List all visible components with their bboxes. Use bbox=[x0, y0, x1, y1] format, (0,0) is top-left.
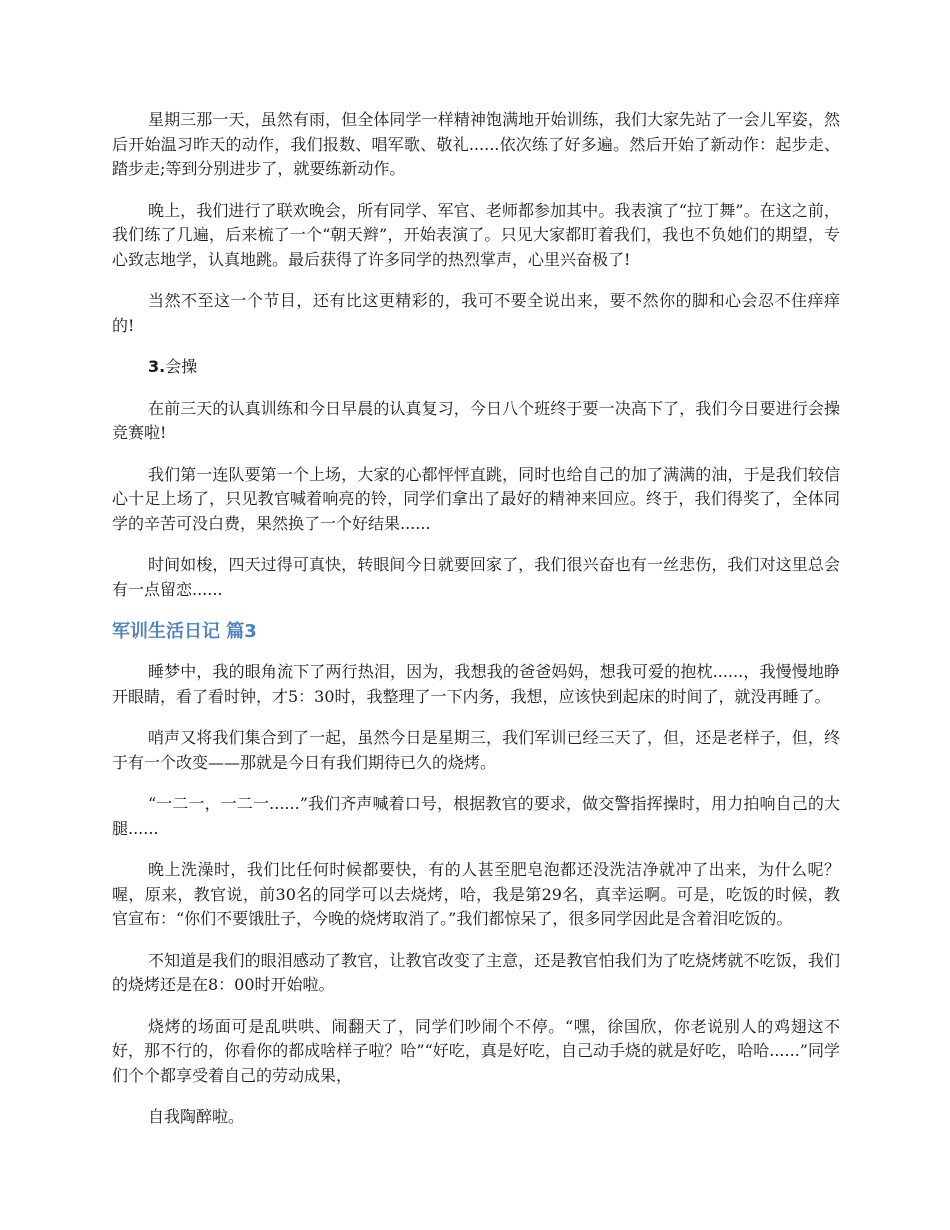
paragraph: 在前三天的认真训练和今日早晨的认真复习，今日八个班终于要一决高下了，我们今日要进行会操竞赛啦! bbox=[112, 398, 840, 442]
document-page bbox=[112, 108, 840, 1147]
paragraph: “一二一，一二一......”我们齐声喊着口号，根据教官的要求，做交警指挥操时，用力拍响自己的大腿...... bbox=[112, 794, 840, 838]
paragraph: 睡梦中，我的眼角流下了两行热泪，因为，我想我的爸爸妈妈，想我可爱的抱枕......，我慢慢地睁开眼睛，看了看时钟，才5：30时，我整理了一下内务，我想，应该快到起床的时间了，就没再睡了。 bbox=[112, 662, 840, 706]
paragraph: 我们第一连队要第一个上场，大家的心都怦怦直跳，同时也给自己的加了满满的油，于是我们较信心十足上场了，只见教官喊着响亮的铃，同学们拿出了最好的精神来回应。终于，我们得奖了，全体同学的辛苦可没白费，果然换了一个好结果...... bbox=[112, 464, 840, 533]
paragraph: 晚上，我们进行了联欢晚会，所有同学、军官、老师都参加其中。我表演了“拉丁舞”。在这之前，我们练了几遍，后来梳了一个“朝天辫”，开始表演了。只见大家都盯着我们，我也不负她们的期望，专心致志地学，认真地跳。最后获得了许多同学的热烈掌声，心里兴奋极了! bbox=[112, 200, 840, 269]
subheading bbox=[112, 355, 840, 380]
paragraph: 当然不至这一个节目，还有比这更精彩的，我可不要全说出来，要不然你的脚和心会忍不住痒痒的! bbox=[112, 291, 840, 335]
paragraph: 自我陶醉啦。 bbox=[148, 1107, 245, 1126]
paragraph: 时间如梭，四天过得可真快，转眼间今日就要回家了，我们很兴奋也有一丝悲伤，我们对这里总会有一点留恋...... bbox=[112, 555, 840, 599]
paragraph: 哨声又将我们集合到了一起，虽然今日是星期三，我们军训已经三天了，但，还是老样子，但，终于有一个改变——那就是今日有我们期待已久的烧烤。 bbox=[112, 728, 840, 772]
paragraph: 星期三那一天，虽然有雨，但全体同学一样精神饱满地开始训练，我们大家先站了一会儿军姿，然后开始温习昨天的动作，我们报数、唱军歌、敬礼......依次练了好多遍。然后开始了新动作：起步走、踏步走;等到分别进步了，就要练新动作。 bbox=[112, 110, 840, 178]
section-title: 军训生活日记 篇3 bbox=[112, 621, 257, 642]
subheading-text: 会操 bbox=[165, 357, 198, 376]
subheading-number: 3. bbox=[148, 357, 166, 376]
paragraph: 不知道是我们的眼泪感动了教官，让教官改变了主意，还是教官怕我们为了吃烧烤就不吃饭，我们的烧烤还是在8：00时开始啦。 bbox=[112, 950, 840, 994]
paragraph: 烧烤的场面可是乱哄哄、闹翻天了，同学们吵闹个不停。“嘿，徐国欣，你老说别人的鸡翅这不好，那不行的，你看你的都成啥样子啦？哈”“好吃，真是好吃，自己动手烧的就是好吃，哈哈......”同学们个个都享受着自己的劳动成果， bbox=[112, 1016, 840, 1085]
paragraph: 晚上洗澡时，我们比任何时候都要快，有的人甚至肥皂泡都还没洗洁净就冲了出来，为什么呢？喔，原来，教官说，前30名的同学可以去烧烤，哈，我是第29名，真幸运啊。可是，吃饭的时候，教官宣布：“你们不要饿肚子，今晚的烧烤取消了。”我们都惊呆了，很多同学因此是含着泪吃饭的。 bbox=[112, 860, 840, 928]
